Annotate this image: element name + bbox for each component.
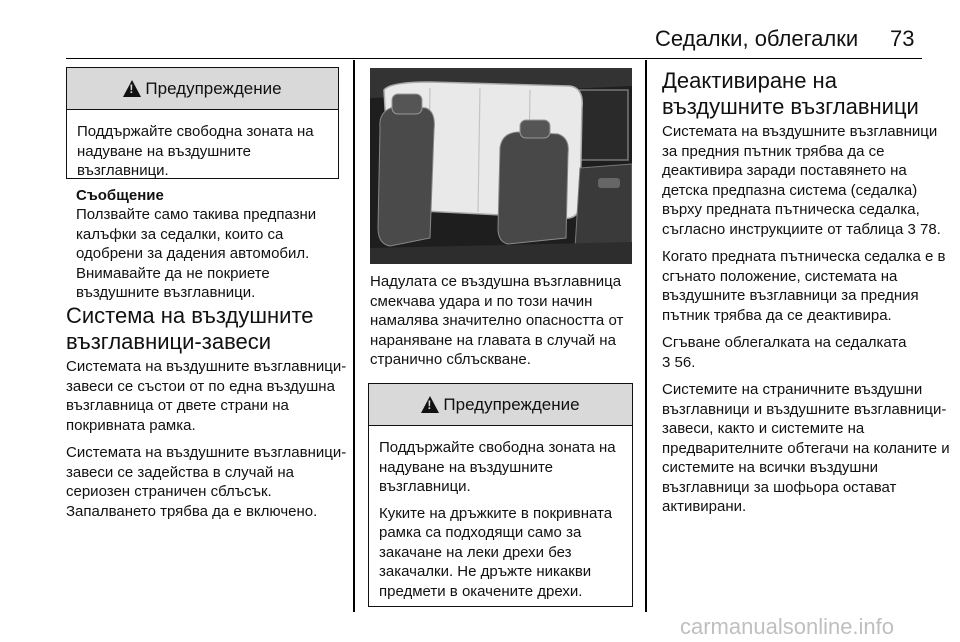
vehicle-interior-drawing	[370, 68, 632, 264]
paragraph: Когато предната пътническа седалка е в сгънато положение, системата на въздушните възглавници за предния пътник трябва да се деактивира.	[662, 248, 946, 324]
paragraph: Системата на въздушните възглавници-завеси се състои от по една въздушна възглавница от двете страни на покривната рамка.	[66, 358, 347, 434]
warning-body	[67, 110, 338, 196]
column-divider-left	[353, 60, 355, 612]
page-reference-icon: 3	[907, 220, 916, 238]
section-heading-deactivation: Деактивиране на въздушните възглавници	[662, 68, 919, 119]
page-reference-icon: 3	[662, 353, 671, 371]
note-title: Съобщение	[76, 187, 164, 204]
warning-triangle-icon	[421, 396, 439, 413]
column-divider-right	[645, 60, 647, 612]
page-title: Седалки, облегалки	[655, 26, 859, 51]
paragraph-text: Сгъване облегалката на седалката	[662, 334, 907, 351]
warning-body	[369, 426, 632, 616]
paragraph: Системите на страничните въздушни възглавници и въздушните възглавници-завеси, както и системите на предварителните обтегачи на коланите и системите на всички въздушни възглавници за шофьора остават активирани.	[662, 381, 950, 515]
note	[76, 186, 348, 303]
warning-box-left	[66, 67, 339, 179]
page-reference: 56.	[674, 353, 696, 371]
warning-triangle-icon	[123, 80, 141, 97]
page-header	[0, 0, 960, 62]
warning-header	[67, 68, 338, 110]
warning-paragraph: Поддържайте свободна зоната на надуване на въздушните възглавници.	[379, 439, 616, 495]
warning-text: Поддържайте свободна зоната на надуване на въздушните възглавници.	[77, 123, 314, 179]
paragraph: Системата на въздушните възглавници-завеси се задейства в случай на сериозен страничен сблъсък. Запалването трябва да е включено.	[66, 444, 347, 520]
figure-caption	[370, 272, 635, 378]
warning-header	[369, 384, 632, 426]
header-rule	[66, 58, 922, 59]
caption-text: Надулата се въздушна възглавница смекчава удара и по този начин намалява значително опасността от нараняване на главата в случай на странично сблъскване.	[370, 273, 624, 368]
warning-title: Предупреждение	[145, 78, 282, 98]
section-body-deactivation	[662, 122, 954, 525]
paragraph	[662, 333, 954, 372]
warning-title: Предупреждение	[443, 394, 580, 414]
section-body-curtain-airbags	[66, 357, 350, 529]
page-reference: 78.	[920, 220, 941, 238]
page-number: 73	[890, 26, 915, 51]
airbag-curtain-illustration	[370, 68, 632, 264]
warning-paragraph: Куките на дръжките в покривната рамка са подходящи само за закачане на леки дрехи без закачалки. Не дръжте никакви предмети в окачените дрехи.	[379, 504, 613, 600]
warning-box-middle	[368, 383, 633, 607]
watermark: carmanualsonline.info	[680, 614, 895, 639]
section-heading-curtain-airbags: Система на въздушните възглавници-завеси	[66, 303, 314, 354]
note-text: Ползвайте само такива предпазни калъфки за седалки, които са одобрени за дадения автомобил. Внимавайте да не покриете въздушните възглавници.	[76, 206, 317, 301]
paragraph	[662, 122, 954, 239]
paragraph-text: Системата на въздушните възглавници за предния пътник трябва да се деактивира заради поставянето на детска предпазна система (седалка) върху предната пътническа седалка, съгласно инструкциите от таблица	[662, 123, 938, 238]
